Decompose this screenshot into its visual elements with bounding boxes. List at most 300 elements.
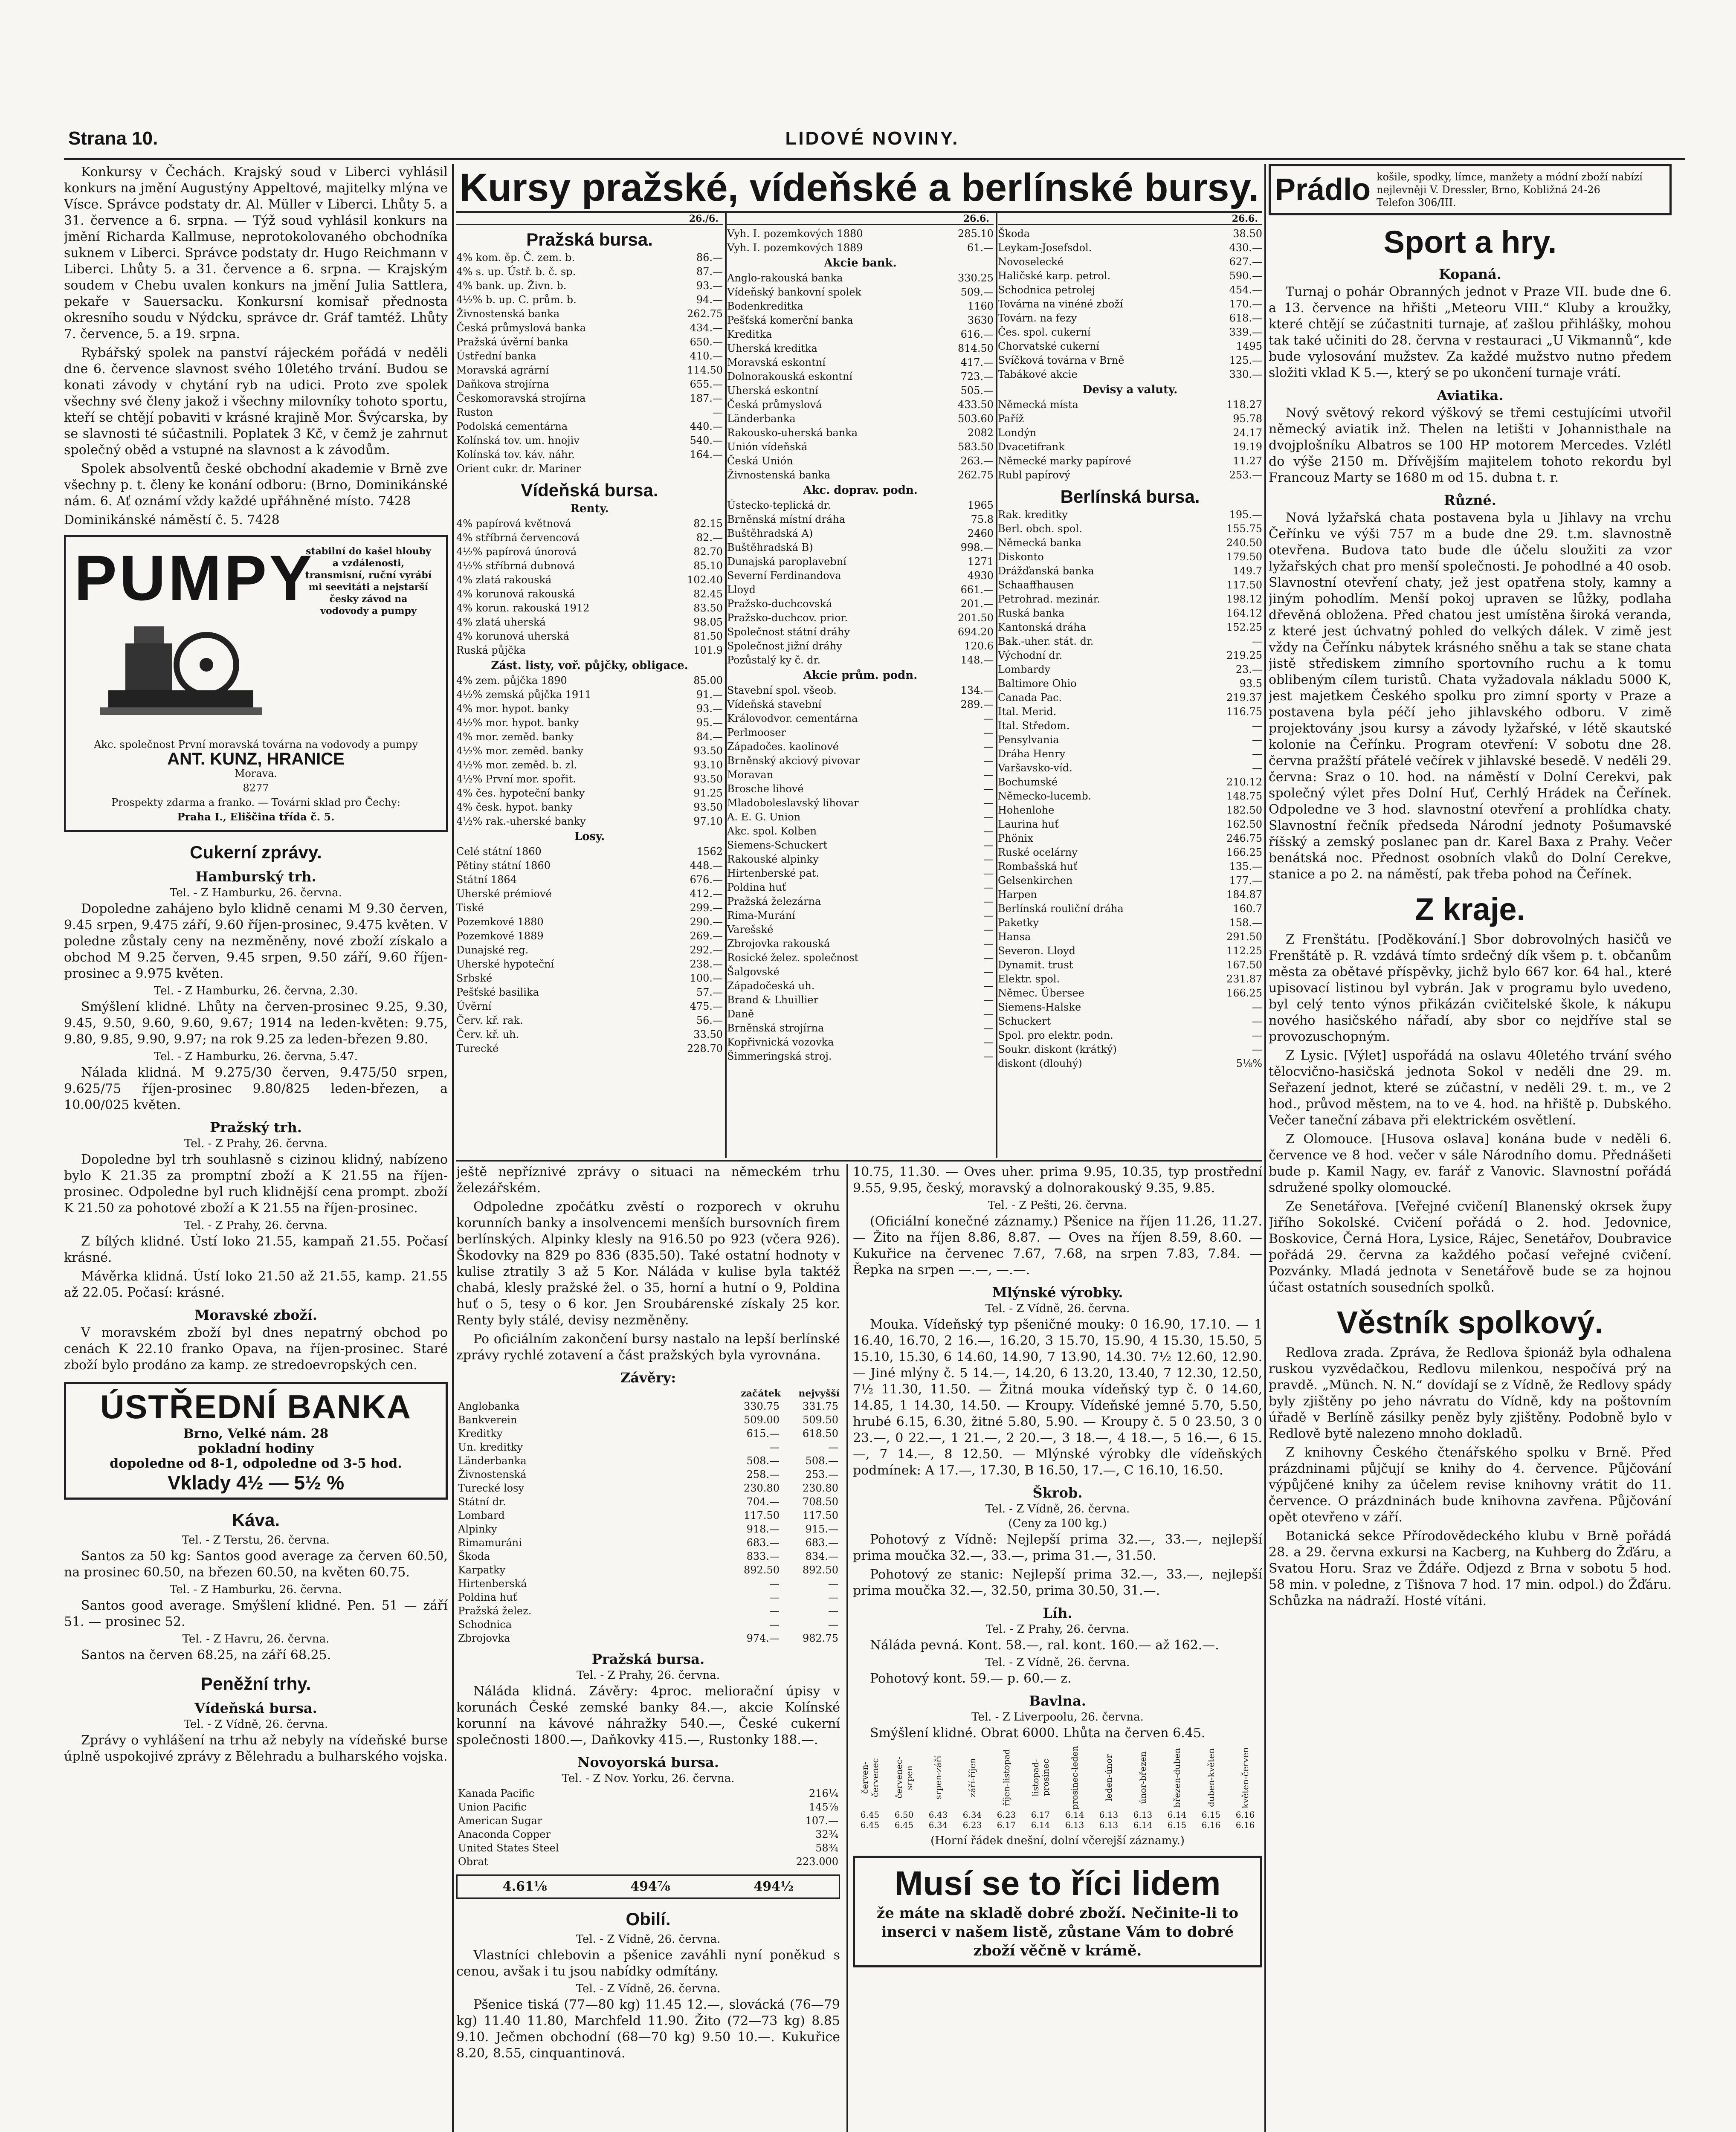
- quote-value: 85.00: [693, 675, 723, 687]
- quote-value: 75.8: [971, 513, 994, 525]
- quote-name: Německá banka: [998, 537, 1082, 549]
- quote-row: [727, 426, 994, 440]
- ad-bank-address: Brno, Velké nám. 28: [183, 1426, 329, 1441]
- bavlna-month: květen-červen: [1240, 1747, 1250, 1808]
- quote-value: —: [983, 895, 994, 907]
- quote-row: [727, 498, 994, 513]
- quote-row: [456, 814, 723, 828]
- table-cell-value: 982.75: [803, 1632, 838, 1644]
- quote-row: [727, 583, 994, 597]
- quote-name: Brand & Lhuillier: [727, 994, 819, 1006]
- quote-name: Orient cukr. dr. Mariner: [456, 463, 581, 475]
- quote-name: Pozemkové 1880: [456, 916, 544, 928]
- table-row: [456, 1787, 840, 1800]
- quote-name: Spol. pro elektr. podn.: [998, 1029, 1113, 1041]
- table-cell-name: Alpinky: [458, 1523, 497, 1535]
- exchange-column-3: [998, 213, 1262, 1151]
- akcie-doprav-title: Akc. doprav. podn.: [803, 484, 918, 497]
- table-cell-name: Anaconda Copper: [458, 1828, 551, 1840]
- hamburg-tel: Tel. - Z Hamburku, 26. června.: [170, 886, 342, 899]
- quote-2: 494⅞: [630, 1879, 670, 1894]
- quote-value: 440.—: [690, 420, 723, 432]
- quote-name: Berl. obch. spol.: [998, 523, 1082, 535]
- mlyn-title: Mlýnské výrobky.: [992, 1284, 1123, 1301]
- kopana-text: Turnaj o pohár Obranných jednot v Praze VII. bude dne 6. a 13. července na hřišti „Meteoru VIII.“ Kluby a kroužky, které chtějí se zúčastniti turnaje, ať zašlou přihlášky, mohou tak také učiniti do 28. června v restauraci „U Vikmannů“, kde bude vylosování mužstev. Za každé mužstvo nutno předem složiti vklad K 5.—, který se po ukončení turnaje vrátí.: [1269, 284, 1672, 380]
- quote-row: [727, 398, 994, 412]
- quote-name: 4½% mor. hypot. banky: [456, 717, 579, 729]
- bavlna-month: listopad-prosinec: [1030, 1759, 1051, 1796]
- bavlna-value-yesterday: 6.13: [1065, 1820, 1084, 1830]
- quote-row: [456, 573, 723, 587]
- skrob-tel: Tel. - Z Vídně, 26. června.: [985, 1503, 1130, 1515]
- table-cell-value: —: [828, 1619, 838, 1631]
- table-row: [456, 1590, 840, 1604]
- quote-name: Rombašská huť: [998, 860, 1078, 872]
- ad-pumpy: [64, 535, 448, 832]
- quote-value: 231.87: [1226, 973, 1262, 985]
- bavlna-value-yesterday: 6.15: [1167, 1820, 1187, 1830]
- quote-value: —: [983, 1036, 994, 1048]
- quote-name: Rakousko-uherská banka: [727, 427, 858, 439]
- quote-value: 650.—: [690, 336, 723, 348]
- quote-value: 93.—: [696, 280, 723, 292]
- quote-row: [998, 1057, 1262, 1071]
- quote-value: 102.40: [687, 574, 723, 586]
- bavlna-value-yesterday: 6.13: [1099, 1820, 1119, 1830]
- quote-value: 509.—: [960, 286, 994, 298]
- ruzne-text: Nová lyžařská chata postavena byla u Jihlavy na vrchu Čeřínku ve výši 757 m a bude dne 29. t.m. slavnostně otevřena. Budova tato bude dle účelu sloužiti za vzor lyžařských chat pro menší společnosti. Je pohodlné a 40 osob. Slavnostní otevření chaty, jež jest opatřena stoly, kamny a jiným pohodlím. Menší pokoj upraven se lůžky, podlaha dřevěná obložena. Před chatou jest umístěna široká veranda, z které jest úchvatný pohled do velkých dálek. V zimě jest vždy na Čeřínku nábytek krásného sněhu a tak se stane chata jistě střediskem zimního sportovního ruchu a k tomu oblibeným cílem turistů. Chata vyžadovala nákladu 5000 K, jest majetkem Českého spolku pro zimní sporty v Praze a postavena byla péčí jeho jihlavského odboru. V zimě projektovány jsou kursy a závody lyžařské, v létě skautské kolonie na Čeřínku. Program otevření: V sobotu dne 28. června pražští přátelé večírek v jihlavské besedě. V neděli 29. června: Sraz o 10. hod. na náměstí v Dolní Cerekvi, pak společný výlet přes Dolní Huť, Cerhlý Hrádek na Čeřínek. Odpoledne ve 3 hod. slavnostní otevření a prohlídka chaty. Slavnostní řečník předseda Národní jednoty Pošumavské říšský a zemský poslanec pan dr. Karel Baxa z Prahy. Večer benátská noc. Přednost osobních vlaků do Dolní Cerekve, stanice a po 2. na náměstí, pak třeba pohod na Čeřínek.: [1269, 510, 1672, 882]
- quote-name: 4% zlatá uherská: [456, 616, 546, 628]
- quote-name: Severon. Lloyd: [998, 945, 1076, 957]
- quote-value: —: [1252, 734, 1262, 746]
- quote-row: [998, 663, 1262, 677]
- quote-row: [727, 370, 994, 384]
- quote-value: —: [1252, 762, 1262, 774]
- quote-value: 4930: [967, 570, 994, 582]
- akcie-prum-rows: [727, 684, 994, 1063]
- quote-value: 177.—: [1229, 875, 1262, 886]
- bavlna-value-today: 6.15: [1201, 1810, 1221, 1820]
- bavlna-month: září-říjen: [967, 1758, 977, 1798]
- quote-row: [727, 852, 994, 866]
- table-cell-name: Karpatky: [458, 1564, 506, 1576]
- quote-value: 198.12: [1226, 593, 1262, 605]
- quote-name: Živnostenská banka: [727, 469, 831, 481]
- quote-row: [727, 824, 994, 838]
- table-cell-value: 58¾: [815, 1842, 838, 1854]
- quote-value: 148.75: [1226, 790, 1262, 802]
- quote-row: [456, 377, 723, 391]
- table-cell-value: 145⅞: [809, 1801, 838, 1813]
- table-row: [456, 1481, 840, 1495]
- quote-name: Společnost jižní dráhy: [727, 640, 842, 652]
- ad-musi-se-to-rici: [853, 1856, 1262, 1967]
- pest-text: (Oficiální konečné záznamy.) Pšenice na říjen 11.26, 11.27. — Žito na říjen 8.86, 8.87. — Oves na říjen 8.59, 8.60. — Kukuřice na červenec 7.67, 7.68, na srpen 7.83, 7.84. — Řepka na srpen —.—, —.—.: [853, 1214, 1262, 1277]
- section-kava: Káva.: [232, 1510, 280, 1530]
- zast-rows: [456, 674, 723, 828]
- table-cell-name: Länderbanka: [458, 1455, 527, 1467]
- quote-name: Novoselecké: [998, 256, 1064, 268]
- table-cell-name: Turecké losy: [458, 1482, 524, 1494]
- table-row: [456, 1618, 840, 1631]
- quote-value: 155.75: [1226, 523, 1262, 535]
- quote-value: 434.—: [690, 322, 723, 334]
- quote-row: [456, 688, 723, 702]
- quote-value: 117.50: [1226, 579, 1262, 591]
- quote-row: [727, 527, 994, 541]
- praha-tel: Tel. - Z Prahy, 26. června.: [184, 1137, 328, 1150]
- quote-name: Rubl papírový: [998, 469, 1070, 481]
- kraje-text: Z Frenštátu. [Poděkování.] Sbor dobrovolných hasičů ve Frenštátě p. R. vzdává tímto srdečný dík všem p. t. občanům města za obětavé příspěvky, jichž bylo 667 kor. 64 hal., které upisovací listinou byl vybrán. Jak v programu bylo uvedeno, byl celý tento výnos přikázán cvičitelské škole, k nákupu nového hasičského nářadí, aby sbor co nejdříve stal se provozuschopným.: [1269, 932, 1672, 1044]
- bavlna-value-today: 6.34: [962, 1810, 982, 1820]
- quote-name: Dunajská paroplavební: [727, 556, 846, 568]
- quote-name: Továrn. na fezy: [998, 312, 1077, 324]
- bavlna-month: srpen-září: [933, 1755, 943, 1800]
- quote-name: diskont (dlouhý): [998, 1057, 1082, 1069]
- quote-value: —: [983, 1050, 994, 1062]
- bavlna-value-today: 6.17: [1031, 1810, 1050, 1820]
- table-row: [456, 1800, 840, 1814]
- quote-row: [998, 789, 1262, 803]
- table-cell-value: 253.—: [805, 1469, 838, 1480]
- bavlna-month: leden-únor: [1104, 1754, 1114, 1801]
- quote-row: [727, 740, 994, 754]
- quote-row: [998, 677, 1262, 691]
- quote-row: [998, 353, 1262, 368]
- bavlna-value-yesterday: 6.17: [997, 1820, 1016, 1830]
- quote-value: 167.50: [1226, 959, 1262, 971]
- quote-value: 417.—: [960, 356, 994, 368]
- quote-1: 4.61⅛: [502, 1879, 547, 1894]
- quote-value: 118.27: [1226, 399, 1262, 411]
- table-cell-value: 509.00: [744, 1414, 780, 1426]
- article-spolek-tail: Dominikánské náměstí č. 5. 7428: [64, 513, 280, 527]
- quote-name: 4% korunová uherská: [456, 630, 569, 642]
- quote-value: 676.—: [690, 874, 723, 886]
- quote-name: 4% stříbrná červencová: [456, 532, 580, 544]
- quote-row: [998, 283, 1262, 297]
- quote-row: [456, 629, 723, 643]
- column-rule: [1264, 164, 1266, 2132]
- bavlna-tel: Tel. - Z Liverpoolu, 26. června.: [971, 1711, 1144, 1724]
- videnska-text: Zprávy o vyhlášení na trhu až nebyly na vídeňské burse úplně uspokojivé zprávy z Bělehradu a bulharského vojska.: [64, 1733, 448, 1764]
- quote-name: Diskonto: [998, 551, 1044, 563]
- quote-row: [998, 944, 1262, 958]
- quote-name: Pozůstalý ky č. dr.: [727, 654, 821, 666]
- quote-row: [998, 606, 1262, 620]
- newyork-tel: Tel. - Z Nov. Yorku, 26. června.: [562, 1772, 735, 1785]
- quote-value: 240.50: [1226, 537, 1262, 549]
- quote-value: —: [983, 867, 994, 879]
- quote-value: 262.75: [687, 308, 723, 320]
- quote-name: 4% korun. rakouská 1912: [456, 602, 590, 614]
- akcie-bank-rows: [727, 271, 994, 482]
- quote-value: —: [983, 825, 994, 837]
- renty-rows: [456, 517, 723, 658]
- quote-row: [456, 943, 723, 957]
- quote-name: Německo-lucemb.: [998, 790, 1092, 802]
- quote-row: [727, 1049, 994, 1063]
- quote-value: 93.10: [693, 759, 723, 771]
- kraje-text-2: Z Lysic. [Výlet] uspořádá na oslavu 40letého trvání svého tělocvično-hasičská jednota Sokol v neděli dne 29. m. Seřazení jednot, které se zúčastní, v neděli 29. t. m., ve 2 hod., průvod městem, na to ve 4. hod. na hřiště p. Dubského. Večer taneční zábava při elektrickém osvětlení.: [1269, 1048, 1672, 1128]
- running-head: [68, 128, 1676, 154]
- quote-value: 83.50: [693, 602, 723, 614]
- table-cell-value: —: [769, 1591, 780, 1603]
- quote-3: 494½: [754, 1879, 794, 1894]
- quote-name: 4% mor. hypot. banky: [456, 703, 569, 715]
- quote-name: Rosické želez. společnost: [727, 952, 859, 964]
- table-row: [456, 1427, 840, 1440]
- quote-value: 85.10: [693, 560, 723, 572]
- quote-name: Siemens-Halske: [998, 1001, 1081, 1013]
- table-cell-name: American Sugar: [458, 1815, 542, 1827]
- ad-pumpy-side-text: stabilní do kašel hlouby a vzdálenosti, transmisní, ruční vyrábí mi seevitáti a nejstarší česky závod na vodovody a pumpy: [305, 546, 432, 617]
- kava-text-2: Santos good average. Smýšlení klidné. Pen. 51 — září 51. — prosinec 52.: [64, 1598, 448, 1629]
- quote-name: Německé marky papírové: [998, 455, 1131, 467]
- quote-row: [998, 972, 1262, 986]
- quote-row: [998, 412, 1262, 426]
- table-cell-value: —: [828, 1591, 838, 1603]
- losy-title: Losy.: [574, 830, 605, 843]
- table-cell-value: —: [828, 1578, 838, 1590]
- quote-value: 61.—: [967, 242, 994, 254]
- quote-name: Kantonská dráha: [998, 621, 1086, 633]
- exchange-title: Kursy pražské, vídeňské a berlínské bursy.: [456, 164, 1262, 213]
- quote-name: Rima-Murání: [727, 910, 795, 921]
- quote-name: Lloyd: [727, 584, 756, 596]
- quote-row: [727, 796, 994, 810]
- quote-row: [727, 541, 994, 555]
- quote-value: 38.50: [1233, 228, 1262, 240]
- quote-value: 1562: [696, 846, 723, 857]
- quote-name: Anglo-rakouská banka: [727, 272, 843, 284]
- quote-name: Podolská cementárna: [456, 420, 568, 432]
- column-rule: [996, 213, 997, 1158]
- quote-row: [998, 902, 1262, 916]
- quote-value: —: [983, 938, 994, 950]
- akcie-bank-title: Akcie bank.: [824, 257, 897, 269]
- devizy-title: Devisy a valuty.: [1082, 383, 1178, 396]
- quote-value: —: [1252, 1015, 1262, 1027]
- quote-value: 505.—: [960, 385, 994, 397]
- quote-name: Uherská eskontní: [727, 385, 818, 397]
- quote-row: [727, 782, 994, 796]
- quote-name: Berlínská rouliční dráha: [998, 903, 1124, 915]
- bavlna-grid: [853, 1746, 1262, 1830]
- quote-value: 170.—: [1229, 298, 1262, 310]
- quote-name: Mladoboleslavský lihovar: [727, 797, 859, 809]
- quote-row: [456, 859, 723, 873]
- quote-value: 11.27: [1233, 455, 1262, 467]
- quote-name: Moravan: [727, 769, 774, 781]
- quote-name: Šimmeringská stroj.: [727, 1050, 832, 1062]
- ad-pumpy-region: Morava.: [234, 768, 278, 779]
- quote-value: 210.12: [1226, 776, 1262, 788]
- quote-name: Uherské prémiové: [456, 888, 552, 900]
- header-rule: [64, 158, 1685, 160]
- quote-value: 116.75: [1226, 706, 1262, 718]
- quote-value: —: [983, 727, 994, 739]
- bavlna-month: únor-březen: [1138, 1751, 1148, 1804]
- quote-name: Ital. Merid.: [998, 706, 1057, 718]
- quote-name: Varšavsko-víd.: [998, 762, 1072, 774]
- quote-value: —: [983, 839, 994, 851]
- quote-row: [456, 448, 723, 462]
- quote-name: Unión vídeňská: [727, 441, 808, 453]
- quote-value: 2460: [967, 527, 994, 539]
- bavlna-value-today: 6.14: [1167, 1810, 1187, 1820]
- quote-row: [456, 643, 723, 658]
- akcie-doprav-rows: [727, 498, 994, 667]
- quote-value: 101.9: [693, 644, 723, 656]
- bavlna-month: březen-duben: [1172, 1748, 1182, 1808]
- quote-name: Moravská eskontní: [727, 356, 826, 368]
- quote-row: [456, 971, 723, 985]
- quote-name: Daně: [727, 1008, 754, 1020]
- quote-value: 201.50: [958, 612, 994, 624]
- quote-row: [727, 895, 994, 909]
- column-4: [1269, 164, 1672, 2132]
- bavlna-value-yesterday: 6.34: [928, 1820, 948, 1830]
- obili-tel-2: Tel. - Z Vídně, 26. června.: [576, 1982, 721, 1995]
- quote-value: 166.25: [1226, 987, 1262, 999]
- table-row: [456, 1828, 840, 1841]
- quote-row: [456, 545, 723, 559]
- quote-name: Kolínská tov. um. hnojiv: [456, 435, 580, 446]
- quote-row: [727, 356, 994, 370]
- quote-name: Dunajské reg.: [456, 944, 529, 956]
- quote-row: [456, 531, 723, 545]
- quote-row: [456, 363, 723, 377]
- quote-row: [727, 412, 994, 426]
- quote-name: Pešťské basilika: [456, 986, 539, 998]
- quote-row: [727, 625, 994, 639]
- quote-name: 4½% mor. zeměd. banky: [456, 745, 583, 757]
- quote-value: 228.70: [687, 1043, 723, 1054]
- table-cell-name: Zbrojovka: [458, 1632, 510, 1644]
- quote-name: Zbrojovka rakouská: [727, 938, 830, 950]
- quote-name: Českomoravská strojírna: [456, 392, 586, 404]
- quote-name: Schodnica petrolej: [998, 284, 1096, 296]
- table-cell-value: 615.—: [746, 1428, 780, 1440]
- quote-name: Západočes. kaolinové: [727, 741, 839, 753]
- quote-row: [456, 957, 723, 971]
- quote-row: [456, 335, 723, 349]
- quote-name: Pražská úvěrní banka: [456, 336, 568, 348]
- mlyn-tel: Tel. - Z Vídně, 26. června.: [985, 1302, 1130, 1315]
- quote-row: [456, 601, 723, 615]
- table-cell-value: 508.—: [805, 1455, 838, 1467]
- quote-row: [727, 838, 994, 852]
- hamburg-text: Dopoledne zahájeno bylo klidně cenami M 9.30 červen, 9.45 srpen, 9.475 září, 9.60 říjen-prosinec, 9.475 květen. V poledne zůstaly ceny na nezměněny, nové zboží získalo a obchod M 9.25 červen, 9.45 srpen, 9.50 září, 9.60 říjen-prosinec a 9.975 květen.: [64, 901, 448, 981]
- quote-value: —: [983, 881, 994, 893]
- quote-name: Dynamit. trust: [998, 959, 1073, 971]
- table-row: [456, 1413, 840, 1427]
- quote-value: 158.—: [1229, 917, 1262, 929]
- ad-bank-hours-title: pokladní hodiny: [198, 1441, 314, 1456]
- quote-name: Hirtenberské pat.: [727, 867, 820, 879]
- table-row: [456, 1454, 840, 1468]
- odpoledne-text: Odpoledne zpočátku zvěstí o rozporech v okruhu korunních banky a insolvencemi menších bursovních firem berlínských. Alpinky klesly na 916.50 po 923 (včera 926). Škodovky na 829 po 836 (835.50). Také ostatní hodnoty v kulise ztratily 3 až 5 Kor. Náláda v kulise byla taktéž chabá, klesly pražské žel. o 35, horní a hutní o 9, Poldina huť o 5, tesy o 6 kor. Jen Sroubárenské získaly 25 kor. Renty byly stálé, devisy nezměněny.: [456, 1199, 840, 1328]
- ad-pradlo: [1269, 164, 1672, 215]
- quote-name: Pražsko-duchcovská: [727, 598, 832, 610]
- quote-name: Bodenkreditka: [727, 300, 803, 312]
- quote-value: 269.—: [690, 930, 723, 942]
- quote-name: Úvěrní: [456, 1000, 492, 1012]
- table-cell-name: Kanada Pacific: [458, 1787, 535, 1799]
- kava-tel-3: Tel. - Z Havru, 26. června.: [182, 1633, 330, 1645]
- quote-row: [998, 227, 1262, 241]
- quote-row: [456, 786, 723, 800]
- obili-text-2: Pšenice tiská (77—80 kg) 11.45 12.—, slovácká (76—79 kg) 11.40 11.80, Marchfeld 11.90. Žito (72—73 kg) 8.85 9.10. Ječmen obchodní (68—70 kg) 9.50 10.—. Kukuřice 8.20, 8.55, cinquantinová.: [456, 1997, 840, 2061]
- quote-row: [998, 269, 1262, 283]
- zavery-rows: [456, 1399, 840, 1645]
- column-rule: [725, 213, 727, 1158]
- zavery-title: Závěry:: [620, 1370, 676, 1386]
- quote-value: 86.—: [696, 252, 723, 264]
- quote-row: [727, 440, 994, 454]
- quote-name: Škoda: [998, 228, 1030, 240]
- ad-musi-headline: Musí se to říci lidem: [894, 1864, 1221, 1902]
- section-z-kraje: Z kraje.: [1414, 892, 1526, 927]
- table-cell-name: Živnostenská: [458, 1469, 527, 1480]
- ruzne-title: Různé.: [1444, 492, 1496, 508]
- quote-name: Buštěhradská A): [727, 527, 813, 539]
- table-cell-value: 330.75: [744, 1400, 780, 1412]
- quote-value: —: [1252, 748, 1262, 760]
- skrob-text-2: Pohotový ze stanic: Nejlepší prima 32.—, 33.—, nejlepší prima moučka 32.—, 32.50, prima 30.50, 31.—.: [853, 1567, 1262, 1598]
- kava-text-3: Santos na červen 68.25, na září 68.25.: [81, 1648, 331, 1663]
- table-cell-name: Lombard: [458, 1509, 505, 1521]
- quote-value: 263.—: [960, 455, 994, 467]
- quote-name: Vyh. I. pozemkových 1889: [727, 242, 863, 254]
- quote-row: [998, 454, 1262, 468]
- newyork-rows: [456, 1787, 840, 1868]
- ad-pradlo-phone: Telefon 306/III.: [1377, 197, 1456, 209]
- quote-name: 4% papírová květnová: [456, 518, 571, 530]
- quote-name: Chorvatské cukerní: [998, 340, 1100, 352]
- table-cell-value: 117.50: [803, 1509, 838, 1521]
- quote-name: Státní 1864: [456, 874, 517, 886]
- quote-row: [456, 293, 723, 307]
- table-row: [456, 1604, 840, 1618]
- quote-value: 100.—: [690, 972, 723, 984]
- quote-row: [456, 391, 723, 406]
- quote-value: 112.25: [1226, 945, 1262, 957]
- quote-value: 114.50: [687, 364, 723, 376]
- quote-row: [456, 307, 723, 321]
- quote-row: [456, 279, 723, 293]
- table-cell-value: 117.50: [744, 1509, 780, 1521]
- quote-value: 84.—: [696, 731, 723, 743]
- quote-name: 4½% rak.-uherské banky: [456, 815, 586, 827]
- table-row: [456, 1468, 840, 1481]
- bavlna-value-yesterday: 6.23: [962, 1820, 982, 1830]
- bavlna-value-today: 6.13: [1133, 1810, 1153, 1820]
- quote-value: 149.7: [1233, 565, 1262, 577]
- quote-value: —: [983, 1008, 994, 1020]
- quote-name: Baltimore Ohio: [998, 678, 1077, 689]
- date-header-b: 26.6.: [727, 213, 994, 225]
- table-cell-name: Pražská želez.: [458, 1605, 532, 1617]
- table-cell-value: 708.50: [803, 1496, 838, 1508]
- ad-pumpy-firm: ANT. KUNZ, HRANICE: [167, 750, 345, 768]
- table-cell-value: —: [769, 1441, 780, 1453]
- table-cell-name: Poldina huť: [458, 1591, 517, 1603]
- quote-row: [456, 420, 723, 434]
- quote-value: 82.15: [693, 518, 723, 530]
- quote-value: 430.—: [1229, 242, 1262, 254]
